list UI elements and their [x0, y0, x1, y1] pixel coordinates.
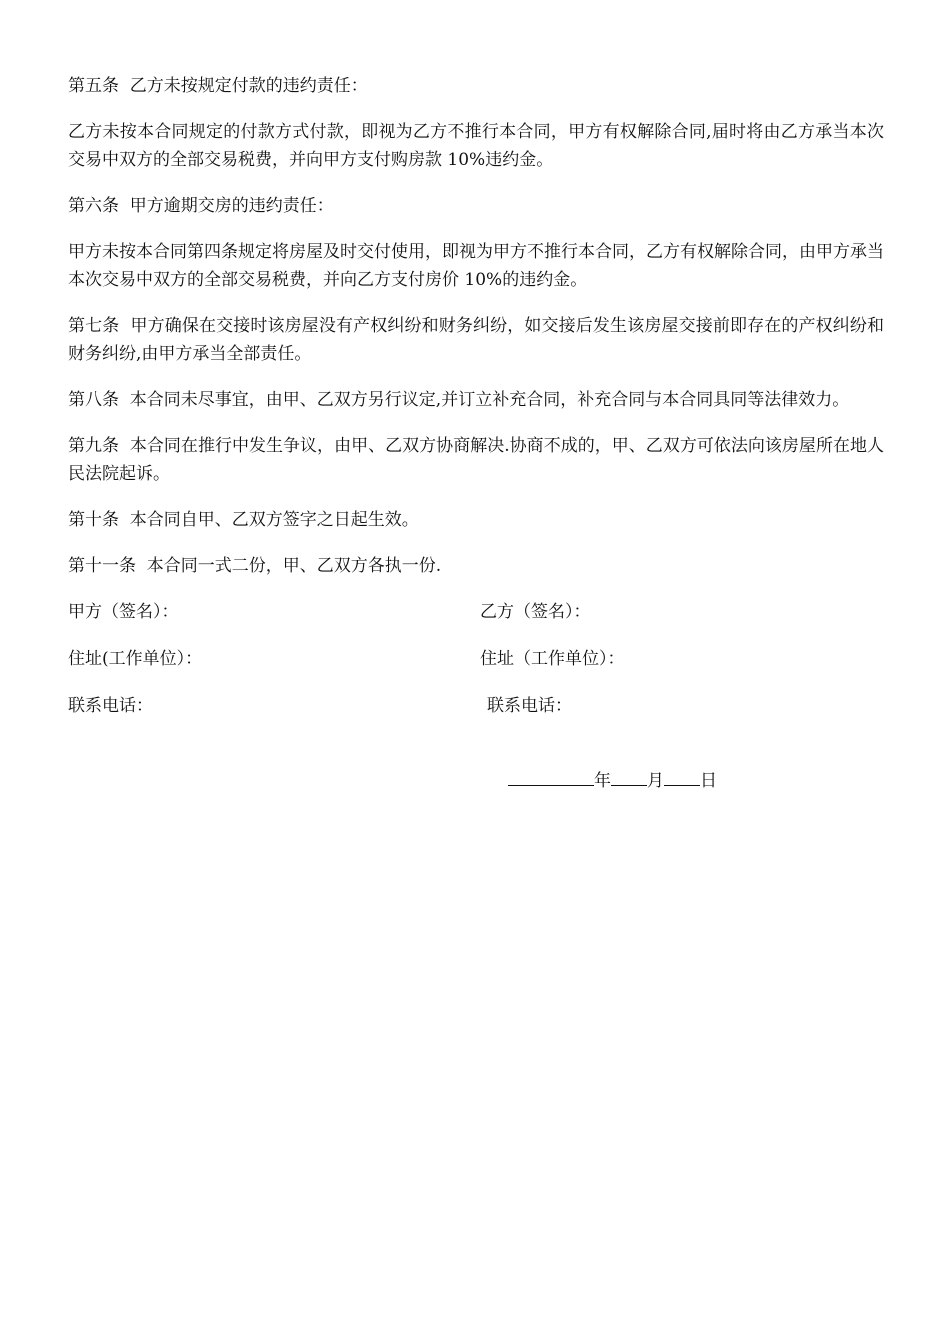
party-b-address-label: 住址（工作单位）：: [480, 649, 625, 669]
address-row: [68, 645, 884, 673]
article-10-text: 第十条 本合同自甲、乙双方签字之日起生效。: [68, 510, 419, 530]
signing-date: [508, 765, 717, 795]
article-9-text: 第九条 本合同在推行中发生争议，由甲、乙双方协商解决.协商不成的，甲、乙双方可依法向该房屋所在地人民法院起诉。: [68, 436, 884, 484]
party-a-address-label: 住址(工作单位）：: [68, 649, 203, 669]
month-blank: [611, 765, 647, 786]
day-blank: [664, 765, 700, 786]
article-8-text: 第八条 本合同未尽事宜，由甲、乙双方另行议定,并订立补充合同，补充合同与本合同具同等法律效力。: [68, 390, 850, 410]
year-label: 年: [594, 771, 611, 791]
year-blank: [508, 765, 594, 786]
article-11-text: 第十一条 本合同一式二份，甲、乙双方各执一份.: [68, 556, 442, 576]
article-6-heading: 第六条 甲方逾期交房的违约责任：: [68, 196, 334, 216]
article-6-text: 甲方未按本合同第四条规定将房屋及时交付使用，即视为甲方不推行本合同，乙方有权解除合同，由甲方承当本次交易中双方的全部交易税费，并向乙方支付房价 10%的违约金。: [68, 242, 884, 290]
party-b-phone-label: 联系电话：: [486, 696, 572, 716]
party-a-phone-label: 联系电话：: [68, 696, 153, 716]
contract-body: [68, 72, 884, 739]
month-label: 月: [647, 771, 664, 791]
day-label: 日: [700, 771, 717, 791]
article-5-heading: 第五条 乙方未按规定付款的违约责任：: [68, 76, 368, 96]
article-7-text: 第七条 甲方确保在交接时该房屋没有产权纠纷和财务纠纷，如交接后发生该房屋交接前即存在的产权纠纷和财务纠纷,由甲方承当全部责任。: [68, 316, 884, 364]
signature-row: [68, 598, 884, 626]
party-b-signature-label: 乙方（签名）：: [480, 602, 591, 622]
article-5-text: 乙方未按本合同规定的付款方式付款，即视为乙方不推行本合同，甲方有权解除合同,届时将由乙方承当本次交易中双方的全部交易税费，并向甲方支付购房款 10%违约金。: [68, 122, 884, 170]
party-a-signature-label: 甲方（签名）：: [68, 602, 179, 622]
phone-row: [68, 692, 884, 720]
